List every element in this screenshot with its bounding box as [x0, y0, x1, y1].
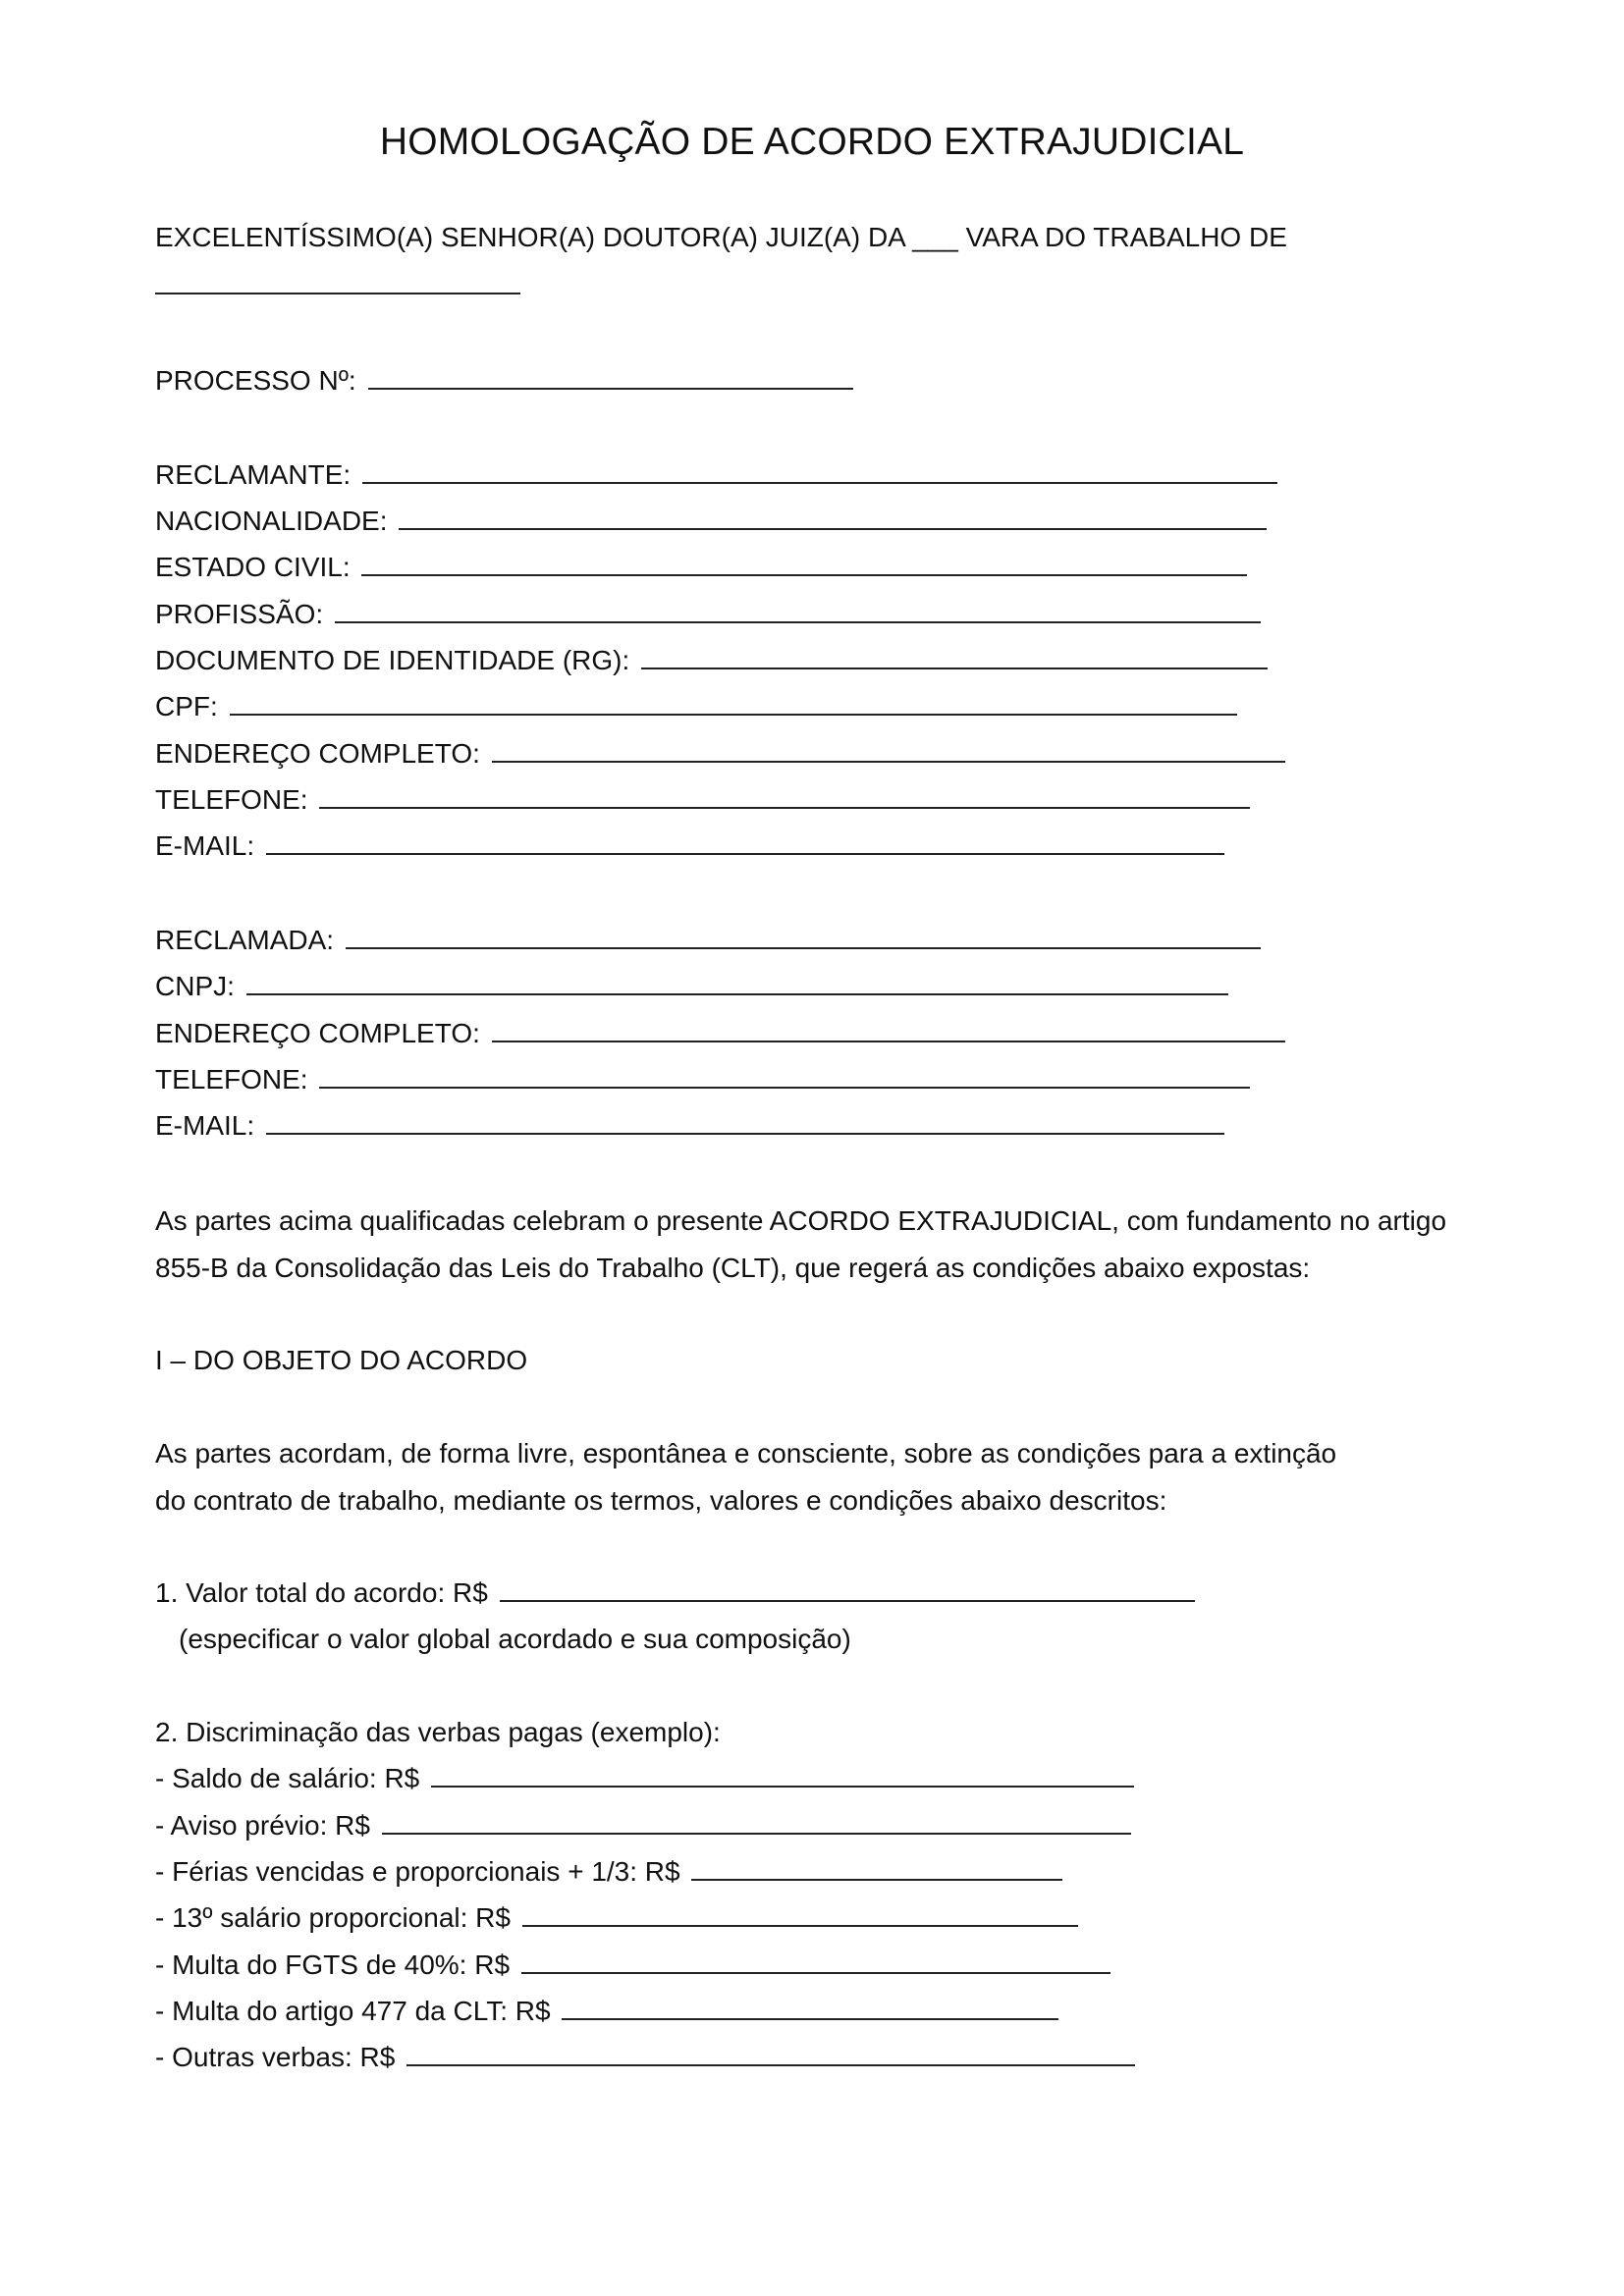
field-rule	[492, 1040, 1285, 1042]
reclamante-field	[155, 829, 1224, 863]
field-label: ENDEREÇO COMPLETO:	[155, 738, 480, 769]
intro-paragraph-line: As partes acima qualificadas celebram o presente ACORDO EXTRAJUDICIAL, com fundamento no artigo	[155, 1205, 1447, 1236]
section-paragraph-line: do contrato de trabalho, mediante os termos, valores e condições abaixo descritos:	[155, 1485, 1167, 1516]
processo-rule	[368, 387, 853, 390]
reclamada-field	[155, 1063, 1250, 1096]
field-label: PROFISSÃO:	[155, 599, 324, 629]
section-paragraph-line: As partes acordam, de forma livre, espontânea e consciente, sobre as condições para a extinção	[155, 1438, 1337, 1468]
field-rule	[521, 1971, 1110, 1974]
addressee-text: EXCELENTÍSSIMO(A) SENHOR(A) DOUTOR(A) JUIZ(A) DA ___ VARA DO TRABALHO DE	[155, 222, 1287, 252]
verba-item	[155, 2041, 1135, 2074]
reclamada-field	[155, 970, 1228, 1003]
addressee-line	[155, 221, 1287, 254]
reclamada-field	[155, 1017, 1285, 1050]
field-rule	[266, 852, 1224, 855]
field-label: - Aviso prévio: R$	[155, 1810, 370, 1841]
field-label: CPF:	[155, 691, 218, 721]
field-label: - Saldo de salário: R$	[155, 1763, 420, 1793]
reclamante-field	[155, 644, 1268, 677]
reclamante-field	[155, 598, 1261, 631]
field-rule	[641, 667, 1268, 669]
field-rule	[319, 1086, 1250, 1089]
field-rule	[562, 2017, 1058, 2020]
reclamante-field	[155, 737, 1285, 771]
reclamante-field	[155, 551, 1247, 584]
field-label: CNPJ:	[155, 971, 235, 1001]
reclamada-field	[155, 1109, 1224, 1143]
field-label: NACIONALIDADE:	[155, 506, 388, 536]
field-rule	[492, 760, 1285, 763]
field-label: TELEFONE:	[155, 784, 308, 815]
field-rule	[431, 1785, 1134, 1788]
item-total-value	[155, 1576, 1195, 1610]
reclamante-field	[155, 458, 1277, 492]
addressee-blank-rule	[155, 292, 520, 294]
verba-item	[155, 1901, 1078, 1935]
reclamante-field	[155, 783, 1250, 817]
field-label: - 13º salário proporcional: R$	[155, 1902, 511, 1933]
field-label: TELEFONE:	[155, 1064, 308, 1095]
field-rule	[346, 946, 1261, 949]
processo-label: PROCESSO Nº:	[155, 365, 356, 396]
intro-paragraph-line: 855-B da Consolidação das Leis do Trabalho (CLT), que regerá as condições abaixo expostas:	[155, 1253, 1311, 1283]
field-rule	[246, 992, 1228, 995]
reclamante-field	[155, 505, 1267, 538]
field-label: ENDEREÇO COMPLETO:	[155, 1018, 480, 1048]
field-label: - Outras verbas: R$	[155, 2042, 396, 2072]
field-rule	[691, 1878, 1062, 1881]
verba-item	[155, 1762, 1134, 1795]
field-rule	[500, 1599, 1195, 1602]
field-label: - Multa do artigo 477 da CLT: R$	[155, 1996, 551, 2026]
field-rule	[382, 1832, 1131, 1835]
field-rule	[335, 620, 1261, 623]
field-rule	[362, 481, 1277, 484]
field-label: DOCUMENTO DE IDENTIDADE (RG):	[155, 645, 630, 675]
field-label: RECLAMADA:	[155, 925, 335, 955]
reclamante-field	[155, 690, 1237, 723]
item-total-note: (especificar o valor global acordado e sua composição)	[179, 1624, 851, 1654]
verba-item	[155, 1809, 1131, 1842]
field-rule	[266, 1132, 1224, 1135]
field-rule	[406, 2063, 1135, 2066]
field-rule	[230, 713, 1237, 716]
item-verbas-heading: 2. Discriminação das verbas pagas (exemplo):	[155, 1717, 721, 1747]
field-label: ESTADO CIVIL:	[155, 552, 351, 582]
field-label: E-MAIL:	[155, 1110, 255, 1141]
field-rule	[319, 806, 1250, 809]
addressee-blank-line	[155, 269, 520, 302]
field-label: 1. Valor total do acordo: R$	[155, 1577, 488, 1608]
verba-item	[155, 1949, 1110, 1982]
reclamada-field	[155, 924, 1261, 957]
field-rule	[361, 573, 1247, 576]
field-label: - Férias vencidas e proporcionais + 1/3: R$	[155, 1856, 680, 1887]
field-label: RECLAMANTE:	[155, 459, 352, 490]
section-heading: I – DO OBJETO DO ACORDO	[155, 1345, 528, 1375]
field-label: E-MAIL:	[155, 830, 255, 861]
field-label: - Multa do FGTS de 40%: R$	[155, 1949, 511, 1980]
field-rule	[399, 527, 1267, 530]
document-title: HOMOLOGAÇÃO DE ACORDO EXTRAJUDICIAL	[379, 121, 1245, 163]
verba-item	[155, 1995, 1058, 2028]
field-rule	[522, 1924, 1078, 1927]
verba-item	[155, 1855, 1062, 1889]
processo-line	[155, 364, 853, 398]
